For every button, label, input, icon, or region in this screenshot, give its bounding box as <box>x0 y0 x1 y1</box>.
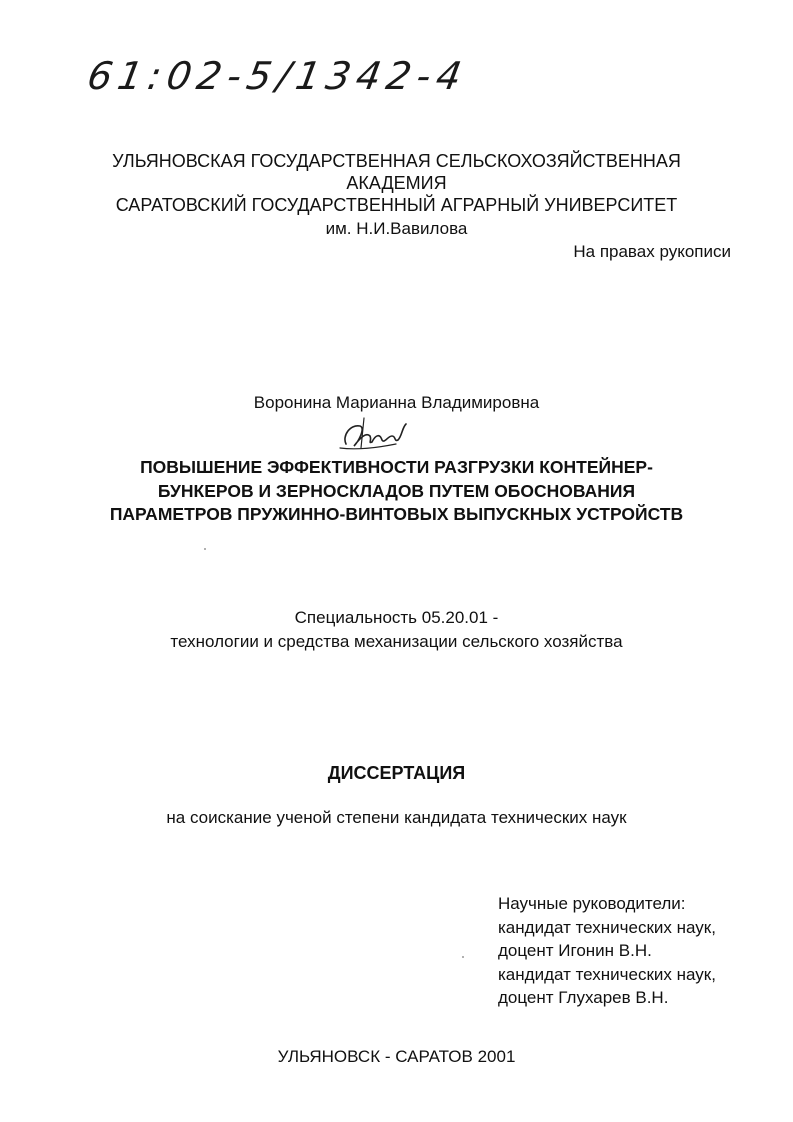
author-name: Воронина Марианна Владимировна <box>253 393 540 412</box>
institution-line-2: АКАДЕМИЯ <box>346 173 447 193</box>
institution-line-3: САРАТОВСКИЙ ГОСУДАРСТВЕННЫЙ АГРАРНЫЙ УНИВЕРСИТЕТ <box>115 195 678 215</box>
advisor-1-name: доцент Игонин В.Н. <box>498 941 652 960</box>
institution-line-4: им. Н.И.Вавилова <box>325 219 468 238</box>
scan-speck <box>204 548 206 550</box>
manuscript-note: На правах рукописи <box>573 242 731 261</box>
scan-speck <box>462 956 464 958</box>
thesis-title-line-1: ПОВЫШЕНИЕ ЭФФЕКТИВНОСТИ РАЗГРУЗКИ КОНТЕЙНЕР- <box>140 457 653 477</box>
thesis-title-line-3: ПАРАМЕТРОВ ПРУЖИННО-ВИНТОВЫХ ВЫПУСКНЫХ УСТРОЙСТВ <box>109 504 684 524</box>
specialty-line-1: Специальность 05.20.01 - <box>294 608 499 627</box>
advisor-2-degree: кандидат технических наук, <box>498 964 716 984</box>
work-type: ДИССЕРТАЦИЯ <box>327 763 466 783</box>
signature-icon <box>336 414 412 454</box>
institution-line-1: УЛЬЯНОВСКАЯ ГОСУДАРСТВЕННАЯ СЕЛЬСКОХОЗЯЙСТВЕННАЯ <box>112 151 681 171</box>
city-year: УЛЬЯНОВСК - САРАТОВ 2001 <box>277 1047 516 1066</box>
advisor-2-name: доцент Глухарев В.Н. <box>498 988 669 1007</box>
advisor-1-degree: кандидат технических наук, <box>498 917 716 937</box>
degree-line: на соискание ученой степени кандидата технических наук <box>166 808 627 827</box>
specialty-line-2: технологии и средства механизации сельского хозяйства <box>170 632 623 651</box>
advisors-heading: Научные руководители: <box>498 894 686 913</box>
archive-code: 61:02-5/1342-4 <box>84 54 471 98</box>
advisors-block <box>498 892 716 1010</box>
thesis-title-line-2: БУНКЕРОВ И ЗЕРНОСКЛАДОВ ПУТЕМ ОБОСНОВАНИЯ <box>157 481 636 501</box>
